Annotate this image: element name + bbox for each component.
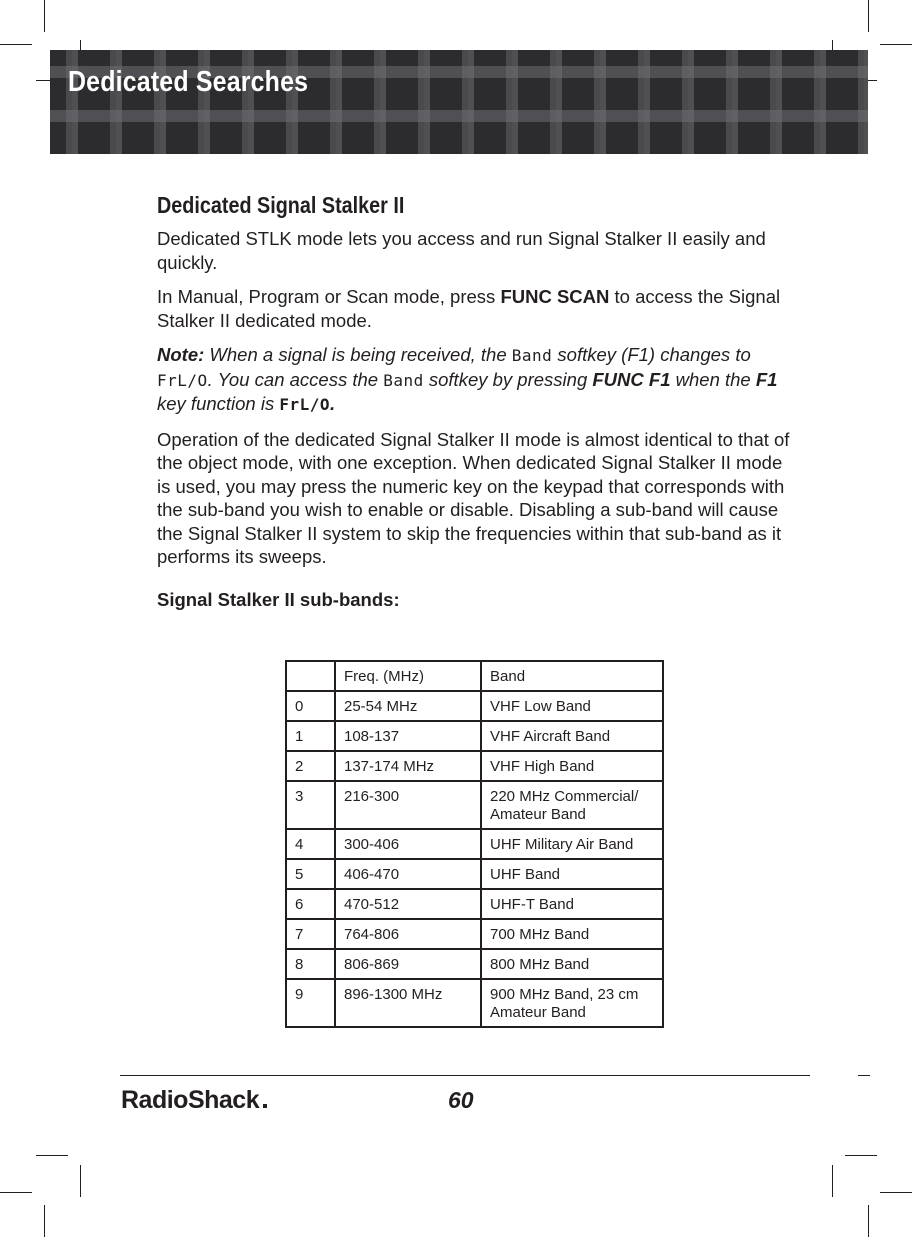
subbands-table: [285, 660, 664, 1028]
table-cell: VHF High Band: [481, 751, 663, 781]
lcd-frlo-text: FrL/O: [279, 395, 331, 414]
table-cell: 7: [286, 919, 335, 949]
crop-mark: [880, 44, 912, 45]
crop-mark: [80, 1165, 81, 1197]
text: when the: [670, 368, 756, 390]
lcd-band-text: Band: [383, 370, 424, 390]
table-cell: 220 MHz Commercial/ Amateur Band: [481, 781, 663, 829]
text: to access the Signal Stalker II dedicated mode.: [157, 286, 781, 331]
table-cell: 700 MHz Band: [481, 919, 663, 949]
table-cell: 8: [286, 949, 335, 979]
table-row: [286, 781, 663, 829]
crop-mark: [858, 1075, 870, 1076]
crop-mark: [44, 0, 45, 32]
column-header: Band: [481, 661, 663, 691]
text: softkey (F1) changes to: [552, 344, 751, 365]
table-cell: 896-1300 MHz: [335, 979, 481, 1027]
brand-logo: RadioShack: [121, 1086, 260, 1114]
table-row: [286, 949, 663, 979]
table-cell: 764-806: [335, 919, 481, 949]
lcd-band-text: Band: [511, 346, 553, 365]
table-cell: 470-512: [335, 889, 481, 919]
table-cell: 0: [286, 691, 335, 721]
lcd-frlo-text: FrL/O: [157, 370, 208, 390]
text: softkey by pressing: [423, 368, 593, 390]
note-paragraph: [157, 343, 797, 417]
text: . You can access the: [207, 368, 384, 390]
table-cell: VHF Aircraft Band: [481, 721, 663, 751]
table-cell: 2: [286, 751, 335, 781]
brand-logo-dot: [263, 1104, 267, 1108]
func-f1-key: FUNC F1: [592, 368, 671, 390]
table-cell: 137-174 MHz: [335, 751, 481, 781]
table-cell: UHF Band: [481, 859, 663, 889]
crop-mark: [0, 1192, 32, 1193]
table-cell: 806-869: [335, 949, 481, 979]
text: key function is: [157, 393, 280, 414]
table-cell: VHF Low Band: [481, 691, 663, 721]
table-cell: 25-54 MHz: [335, 691, 481, 721]
table-cell: 5: [286, 859, 335, 889]
table-header-row: [286, 661, 663, 691]
table-cell: 216-300: [335, 781, 481, 829]
page-title: Dedicated Searches: [68, 66, 309, 98]
table-cell: 406-470: [335, 859, 481, 889]
table-cell: 6: [286, 889, 335, 919]
text: .: [330, 393, 336, 414]
note-label: Note:: [157, 344, 205, 365]
table-cell: 800 MHz Band: [481, 949, 663, 979]
crop-mark: [0, 44, 32, 45]
table-cell: 300-406: [335, 829, 481, 859]
f1-key: F1: [755, 368, 778, 390]
table-row: [286, 919, 663, 949]
access-paragraph: [157, 285, 797, 332]
section-title: Dedicated Signal Stalker II: [157, 192, 405, 218]
text: In Manual, Program or Scan mode, press: [157, 286, 501, 307]
subbands-heading: Signal Stalker II sub-bands:: [157, 588, 400, 610]
page-number: 60: [448, 1087, 474, 1113]
crop-mark: [868, 1205, 869, 1237]
func-scan-key: FUNC SCAN: [500, 286, 610, 307]
crop-mark: [832, 1165, 833, 1197]
table-cell: 9: [286, 979, 335, 1027]
table-cell: 108-137: [335, 721, 481, 751]
table-row: [286, 859, 663, 889]
operation-paragraph: Operation of the dedicated Signal Stalker II mode is almost identical to that of the object mode, with one exception. When dedicated Signal Stalker II mode is used, you may press the numeric key on the keypad that corresponds with the sub-band you wish to enable or disable. Disabling a sub-band will cause the Signal Stalker II system to skip the frequencies within that sub-band as it performs its sweeps.: [157, 428, 790, 567]
crop-mark: [880, 1192, 912, 1193]
table-row: [286, 889, 663, 919]
column-header: Freq. (MHz): [335, 661, 481, 691]
table-row: [286, 979, 663, 1027]
crop-mark: [845, 1155, 877, 1156]
intro-paragraph: Dedicated STLK mode lets you access and run Signal Stalker II easily and quickly.: [157, 228, 766, 273]
table-row: [286, 829, 663, 859]
footer-divider: [120, 1075, 810, 1076]
table-row: [286, 691, 663, 721]
table-row: [286, 751, 663, 781]
table-cell: 3: [286, 781, 335, 829]
table-cell: UHF-T Band: [481, 889, 663, 919]
table-cell: UHF Military Air Band: [481, 829, 663, 859]
text: When a signal is being received, the: [204, 344, 512, 365]
column-header: [286, 661, 335, 691]
table-cell: 900 MHz Band, 23 cm Amateur Band: [481, 979, 663, 1027]
table-row: [286, 721, 663, 751]
main-content: [157, 192, 797, 611]
table-cell: 4: [286, 829, 335, 859]
crop-mark: [36, 1155, 68, 1156]
crop-mark: [868, 0, 869, 32]
crop-mark: [44, 1205, 45, 1237]
table-cell: 1: [286, 721, 335, 751]
